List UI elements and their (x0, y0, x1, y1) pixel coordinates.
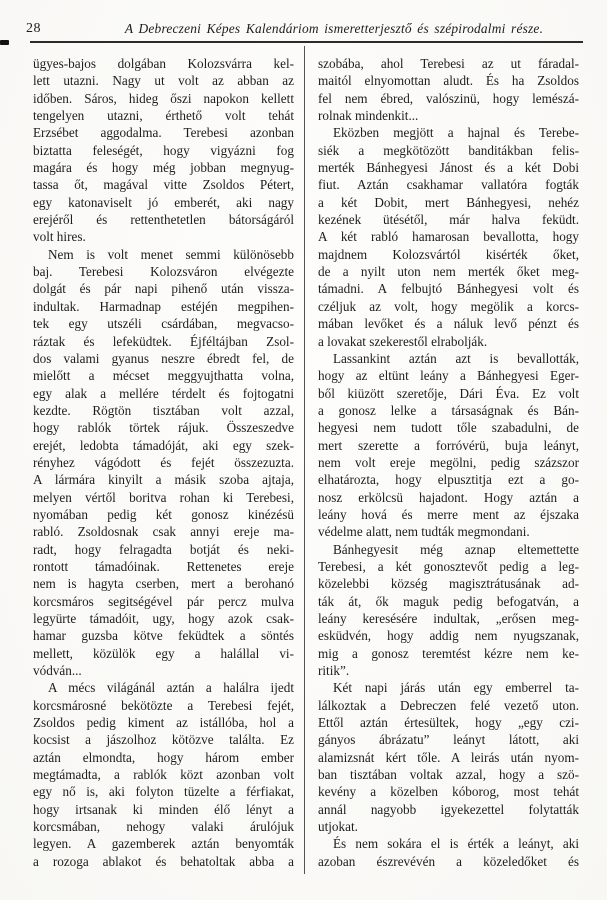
text-line: védelme alatt, nem tudták megmondani. (318, 524, 530, 540)
text-line: magára és hogy még jobban megnyug- (33, 160, 294, 176)
text-line: ügyes-bajos dolgában Kolozsvárra kel- (33, 56, 294, 71)
text-line: gányos ábrázatu” leányt látott, aki (318, 732, 579, 748)
paragraph (33, 246, 294, 680)
text-line: alamizsnát kért tőle. A leirás után nyom- (318, 749, 579, 765)
text-line: hogy rablók törtek rájuk. Összeszedve (33, 420, 294, 436)
text-line: tassa őt, magával vitte Zsoldos Pétert, (33, 177, 294, 193)
text-line: kocsist a jászolhoz kötözve találta. Ez (33, 732, 294, 748)
text-line: mig a gonosz teremtést kézre nem ke- (318, 645, 579, 661)
text-line: korcsmában, nehogy valaki árulójuk (33, 819, 294, 835)
text-line: rolnak mindenkit... (318, 108, 419, 124)
text-line: merték Bánhegyesi Jánost és a két Dobi (318, 160, 579, 176)
text-line: Bánhegyesit még aznap eltemettette (333, 541, 579, 557)
paragraph (318, 541, 579, 680)
text-line: nem volt ereje megölni, pedig százszor (318, 454, 579, 470)
text-line: támadni. A felbujtó Bánhegyesi volt és (318, 281, 579, 297)
text-line: Ettől aztán értesültek, hogy „egy czi- (318, 715, 579, 731)
text-line: ták át, ők maguk pedig befogatván, a (318, 593, 579, 609)
text-line: leány keresésére indultak, „erősen meg- (318, 611, 579, 626)
text-line: ráztak és lefeküdtek. Éjféltájban Zsol- (33, 333, 294, 349)
text-line: korcsmárosné bekötözte a Terebesi fejét, (33, 697, 294, 713)
text-line: Terebesi, a két gonosztevőt pedig a leg- (318, 558, 579, 574)
text-line: de a nyilt uton nem merték őket meg- (318, 264, 579, 280)
text-line: baj. Terebesi Kolozsváron elvégezte (33, 264, 294, 280)
text-line: dos valami gyanus neszre ébredt fel, de (33, 350, 294, 366)
text-line: rontott támadóinak. Rettenetes ereje (33, 558, 294, 574)
text-line: hogy az eltünt leány a Bánhegyesi Eger- (318, 368, 579, 384)
text-line: utjokat. (318, 819, 358, 835)
text-line: nosz erkölcsü hajadont. Hogy aztán a (318, 489, 579, 505)
text-line: kezdte. Rögtön tisztában volt azzal, (33, 402, 294, 418)
text-line: mában levőket és a náluk levő pénzt és (318, 316, 579, 332)
text-line: siék a megkötözött banditákban felis- (318, 142, 579, 158)
text-line: A két rabló hamarosan bevallotta, hogy (318, 229, 579, 245)
text-line: időben. Sáros, hideg őszi napokon kellett (33, 90, 294, 106)
text-line: Erzsébet aggodalma. Terebesi azonban (33, 125, 294, 141)
text-line: erejét, ledobta támadóját, aki egy szek- (33, 437, 294, 453)
text-line: esküdvén, hogy addig nem nyugszanak, (318, 628, 579, 644)
text-line: fel nem ébred, valószinü, hogy lemészá- (318, 90, 579, 106)
text-line: Két napi járás után egy emberrel ta- (333, 680, 579, 696)
text-line: kezének ütésétől, már halva feküdt. (318, 212, 579, 228)
text-line: a két Dobit, mert Bánhegyesi, nehéz (318, 194, 579, 210)
header-title: A Debreczeni Képes Kalendáriom ismeretterjesztő és szépirodalmi része. (124, 21, 544, 36)
text-line: a lovakat szekerestől elrabolják. (318, 333, 488, 349)
text-line: rényhez vágódott és fejét összezuzta. (33, 454, 294, 470)
text-line: tek egy utszéli csárdában, megvacso- (33, 316, 294, 332)
text-line: hegyesi nem tudott tőle szabadulni, de (318, 420, 579, 436)
text-line: Nem is volt menet semmi különösebb (48, 246, 294, 262)
header-rule (30, 41, 583, 43)
text-line: ből kiüzött szeretője, Dári Éva. Ez volt (318, 385, 579, 401)
text-line: Eközben megjött a hajnal és Terebe- (333, 125, 579, 141)
text-line: vódván... (33, 663, 82, 679)
text-line: erejéről és rettenthetetlen bátorságáról (33, 212, 294, 228)
page-number: 28 (26, 21, 41, 36)
text-line: leány hová és merre ment az éjszaka (318, 506, 579, 522)
text-line: majdnem Kolozsvártól kisérték őket, (318, 246, 579, 262)
text-line: elhatározta, hogy elpusztitja ezt a go- (318, 472, 579, 488)
text-line: biztatta feleségét, hogy vigyázni fog (33, 142, 294, 158)
text-line: A mécs világánál aztán a halálra ijedt (48, 680, 294, 696)
text-line: hogy irtsanak ki minden élő lényt a (33, 801, 294, 817)
text-line: Zsoldos pedig kiment az istállóba, hol a (33, 715, 294, 731)
text-line: egy nő is, aki folyton tüzelte a férfiakat, (33, 784, 294, 800)
text-line: kevény a közelben kóborog, most tehát (318, 784, 579, 800)
text-line: volt hires. (33, 229, 86, 245)
text-line: melyen vértől boritva rohan ki Terebesi, (33, 489, 294, 505)
text-line: megtámadta, a rablók közt azonban volt (33, 767, 294, 783)
paragraph (33, 679, 294, 870)
text-line: mellett, közülök egy a halállal vi- (33, 645, 294, 661)
text-line: hamar guzsba kötve feküdtek a söntés (33, 628, 294, 644)
paragraph (318, 55, 579, 124)
scan-artifact-mark (0, 40, 9, 45)
text-line: legyen. A gazemberek aztán benyomták (33, 836, 294, 852)
text-line: rabló. Zsoldosnak csak annyi ereje ma- (33, 524, 294, 540)
text-line: legyürte támadóit, ugy, hogy azok csak- (33, 611, 294, 626)
right-column (318, 55, 579, 870)
text-line: maitól elnyomottan aludt. És ha Zsoldos (318, 73, 579, 89)
text-line: korcsmáros segitségével pár percz mulva (33, 593, 294, 609)
text-line: azoban észrevévén a közeledőket és (318, 853, 579, 869)
text-line: És nem sokára el is érték a leányt, aki (333, 836, 579, 852)
text-line: lálkoztak a Debreczen felé vezető uton. (318, 697, 579, 713)
page-header (25, 21, 583, 39)
text-line: szobába, ahol Terebesi az ut fáradal- (318, 56, 579, 71)
text-line: indultak. Harmadnap estéjén megpihen- (33, 298, 294, 314)
left-column (33, 55, 294, 870)
text-line: ritik”. (318, 663, 350, 679)
text-line: egy alak a mellére térdelt és fojtogatni (33, 385, 294, 401)
text-line: czéljuk az volt, hogy megölik a korcs- (318, 298, 579, 314)
paragraph (318, 835, 579, 870)
text-line: aztán elmondta, hogy három ember (33, 749, 294, 765)
text-line: a gonosz lelke a társaságnak és Bán- (318, 402, 579, 418)
text-line: mielőtt a mécset meggyujthatta volna, (33, 368, 294, 384)
text-line: radt, hogy felragadta botját és neki- (33, 541, 294, 557)
text-line: egy katonaviselt jó emberét, aki nagy (33, 194, 294, 210)
text-line: közelebbi község magisztrátusának ad- (318, 576, 579, 592)
text-line: fiut. Aztán csakhamar vallatóra fogták (318, 177, 579, 193)
text-line: nem is hagyta cserben, mert a berohanó (33, 576, 294, 592)
text-line: nyomában pedig két gonosz kinézésü (33, 506, 294, 522)
text-line: ban tisztában voltak azzal, hogy a szö- (318, 767, 579, 783)
text-line: mert szerette a forróvérü, buja leányt, (318, 437, 579, 453)
text-line: a rozoga ablakot és behatoltak abba a (33, 853, 294, 869)
text-line: annál nagyobb igyekezettel folytatták (318, 801, 579, 817)
text-line: Lassankint aztán azt is bevallották, (333, 350, 579, 366)
paragraph (318, 124, 579, 349)
text-line: A lármára kinyilt a másik szoba ajtaja, (33, 472, 294, 488)
text-line: dolgát és pár napi pihenő után vissza- (33, 281, 294, 297)
paragraph (33, 55, 294, 246)
text-line: lett utazni. Nagy ut volt az abban az (33, 73, 294, 89)
paragraph (318, 679, 579, 835)
text-line: tengelyen utazni, érthető volt tehát (33, 108, 294, 124)
column-divider-rule (304, 46, 305, 874)
paragraph (318, 350, 579, 541)
